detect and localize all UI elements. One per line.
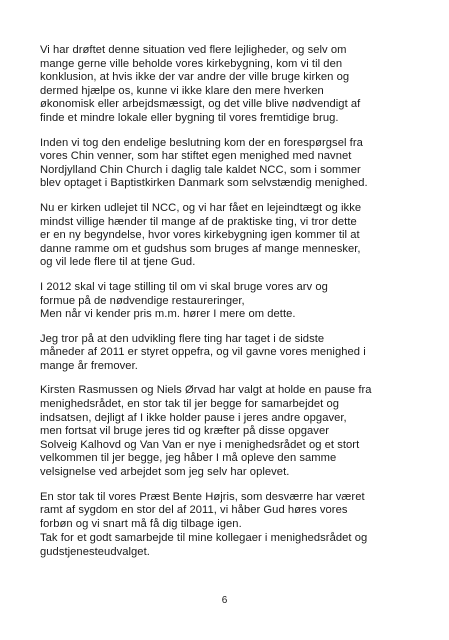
paragraph-development-2011: Jeg tror på at den udvikling flere ting har taget i de sidste måneder af 2011 er styret oppefra, og vil gavne vores menighed i mange år fremover. <box>40 332 366 372</box>
paragraph-church-rented-ncc: Nu er kirken udlejet til NCC, og vi har fået en lejeindtægt og ikke mindst villige hænder til mange af de praktiske ting, vi tror dette er en ny begyndelse, hvor vores kirkebygning igen kommer til at danne ramme om et gudshus som bruges af mange mennesker, og vil lede flere til at tjene Gud. <box>40 201 362 269</box>
paragraph-thanks-priest: En stor tak til vores Præst Bente Højris, som desværre har været ramt af sygdom en stor del af 2011, vi håber Gud høres vores forbøn og vi snart må få dig tilbage igen. <box>40 490 365 530</box>
paragraph-council-changes: Kirsten Rasmussen og Niels Ørvad har valgt at holde en pause fra menighedsrådet, en stor tak til jer begge for samarbejdet og indsatsen, dejligt af I ikke holder pause i jeres andre opgaver, men fortsat vil bruge jeres tid og kræfter på disse opgaver Solveig Kalhovd og Van Van er nye i menighedsrådet og et stort velkommen til jer begge, jeg håber I må opleve den samme velsignelse ved arbejdet som jeg selv har oplevet. <box>40 384 372 479</box>
paragraph-thanks-colleagues: Tak for et godt samarbejde til mine kollegaer i menighedsrådet og gudstjenesteudvalget. <box>40 532 368 558</box>
paragraph-2012-decision: I 2012 skal vi tage stilling til om vi skal bruge vores arv og formue på de nødvendige restaureringer, Men når vi kender pris m.m. hører I mere om dette. <box>40 280 328 321</box>
page-number: 6 <box>221 595 228 606</box>
paragraph-chin-church-request: Inden vi tog den endelige beslutning kom der en forespørgsel fra vores Chin venner, som har stiftet egen menighed med navnet Nordjylland Chin Church i daglig tale kaldet NCC, som i sommer blev optaget i Baptistkirken Danmark som selvstændig menighed. <box>40 136 368 190</box>
paragraph-building-situation: Vi har drøftet denne situation ved flere lejligheder, og selv om mange gerne ville beholde vores kirkebygning, kom vi til den konklusion, at hvis ikke der var andre der ville bruge kirken og dermed hjælpe os, kunne vi ikke klare den mere hverken økonomisk eller arbejdsmæssigt, og det ville blive nødvendigt af finde et mindre lokale eller bygning til vores fremtidige brug. <box>40 44 361 124</box>
